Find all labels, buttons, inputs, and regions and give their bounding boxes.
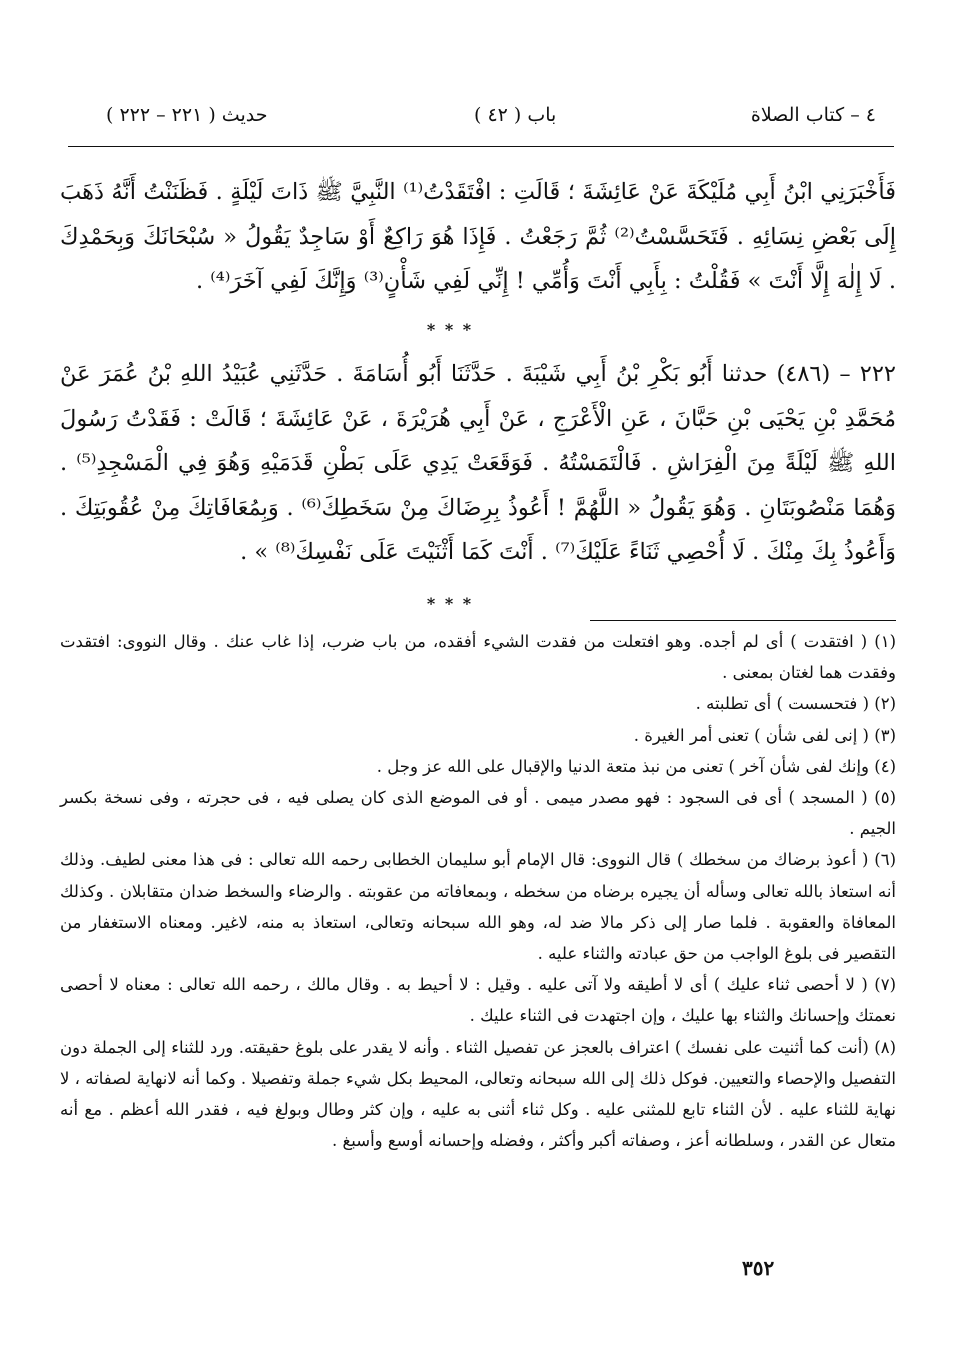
footnote-5: (٥) ( المسجد ) أى فى السجود : فهو مصدر ميمى . أو فى الموضع الذى كان يصلى فيه ، فى حجرته ، وفى نسخة بكسر الجيم .	[60, 788, 896, 839]
footnote-4: (٤) وإنك لفى شأن آخر ) تعنى من نبذ متعة الدنيا والإقبال على الله عز وجل .	[376, 756, 896, 776]
header-rule	[68, 146, 894, 147]
running-header	[106, 104, 876, 140]
page-number: ٣٥٢	[742, 1256, 775, 1280]
footnotes	[60, 626, 896, 1156]
section-separator: * * *	[426, 320, 474, 339]
hadith-text: ٢٢٢ – (٤٨٦) حدثنا أَبُو بَكْرِ بْنُ أَبِي شَيْبَةَ . حَدَّثَنَا أَبُو أُسَامَةَ . حَدَّثَنِي عُبَيْدُ اللهِ بْنُ عُمَرَ عَنْ مُحَمَّدِ بْنِ يَحْيَى بْنِ حَبَّانَ ، عَنِ الْأَعْرَجِ ، عَنْ أَبِي هُرَيْرَةَ ، عَنْ عَائِشَةَ ؛ قَالَتْ : فَقَدْتُ رَسُولَ اللهِ ﷺ لَيْلَةً مِنَ الْفِرَاشِ . فَالْتَمَسْتُهُ . فَوَقَعَتْ يَدِي عَلَى بَطْنِ قَدَمَيْهِ وَهُوَ فِي الْمَسْجِدِ⁽⁵⁾ . وَهُمَا مَنْصُوبَتَانِ . وَهُوَ يَقُولُ « اللَّهُمَّ ! أَعُوذُ بِرِضَاكَ مِنْ سَخَطِكَ⁽⁶⁾ . وَبِمُعَافَاتِكَ مِنْ عُقُوبَتِكَ . وَأَعُوذُ بِكَ مِنْكَ . لَا أُحْصِي ثَنَاءً عَلَيْكَ⁽⁷⁾ . أَنْتَ كَمَا أَثْنَيْتَ عَلَى نَفْسِكَ⁽⁸⁾ » .	[60, 361, 896, 566]
footnote-8: (٨) (أنت كما أثنيت على نفسك ) اعتراف بالعجز عن تفصيل الثناء . وأنه لا يقدر على بلوغ حقيقته. ورد للثناء إلى الجملة دون التفصيل والإحصاء والتعيين. فوكل ذلك إلى الله سبحانه وتعالى، المحيط بكل شيء جملة وتفصيلا . وكما أنه لانهاية لصفاته ، لا نهاية للثناء عليه . لأن الثناء تابع للمثنى عليه . وكل ثناء أثنى به عليه ، وإن كثر وطال وبولغ فيه ، فقدر الله أعظم . مع أنه متعال عن القدر ، وسلطانه أعز ، وصفاته أكبر وأكثر ، وفضله وإحسانه أوسع وأسبغ .	[60, 1037, 896, 1151]
footnote-6: (٦) ( أعوذ برضاك من سخطك ) قال النووى: قال الإمام أبو سليمان الخطابى رحمه الله تعالى : فى هذا معنى لطيف. وذلك أنه استعاذ بالله تعالى وسأله أن يجيره برضاه من سخطه ، وبمعافاته من عقوبته . والرضاء والسخط ضدان متقابلان . وكذلك المعافاة والعقوبة . فلما صار إلى ذكر مالا ضد له، وهو الله سبحانه وتعالى، استعاذ به منه، لاغير. ومعناه الاستغفار من التقصير فى بلوغ الواجب من حق عبادته والثناء عليه .	[60, 850, 896, 964]
hadith-221-continuation	[60, 170, 896, 304]
header-chapter: ( ٤٢ ) باب	[474, 104, 557, 126]
footnote-1: (١) ( افتقدت ) أى لم أجده. وهو افتعلت من فقدت الشيء أفقده، من باب ضرب، إذا غاب عنك . وقال النووى: افتقدت وفقدت هما لغتان بمعنى .	[60, 632, 896, 683]
section-separator: * * *	[426, 594, 474, 613]
header-hadith-range: ( ٢٢١ – ٢٢٢ ) حديث	[106, 104, 268, 126]
footnote-2: (٢) ( فتحسست ) أى تطلبته .	[695, 694, 896, 714]
hadith-222	[60, 352, 896, 575]
footnote-rule	[590, 620, 896, 621]
footnote-3: (٣) ( إنى لفى شأن ) تعنى أمر الغيرة .	[633, 725, 896, 745]
footnote-7: (٧) ( لا أحصى ثناء عليك ) أى لا أطيقه ولا آتى عليه . وقيل : لا أحيط به . وقال مالك ، رحمه الله تعالى : معناه لا أحصى نعمتك وإحسانك والثناء بها عليك ، وإن اجتهدت فى الثناء عليك .	[60, 975, 896, 1026]
hadith-text: فَأَخْبَرَنِي ابْنُ أَبِي مُلَيْكَةَ عَنْ عَائِشَةَ ؛ قَالَتِ : افْتَقَدْتُ⁽¹⁾ النَّبِيَّ ﷺ ذَاتَ لَيْلَةٍ . فَظَنَنْتُ أَنَّهُ ذَهَبَ إِلَى بَعْضِ نِسَائِهِ . فَتَحَسَّسْتُ⁽²⁾ ثُمَّ رَجَعْتُ . فَإِذَا هُوَ رَاكِعٌ أَوْ سَاجِدٌ يَقُولُ « سُبْحَانَكَ وَبِحَمْدِكَ . لَا إِلٰهَ إِلَّا أَنْتَ » فَقُلْتُ : بِأَبِي أَنْتَ وَأُمِّي ! إِنِّي لَفِي شَأْنٍ⁽³⁾ وَإِنَّكَ لَفِي آخَرَ⁽⁴⁾ .	[60, 179, 896, 295]
header-book-title: ٤ – كتاب الصلاة	[750, 104, 876, 126]
